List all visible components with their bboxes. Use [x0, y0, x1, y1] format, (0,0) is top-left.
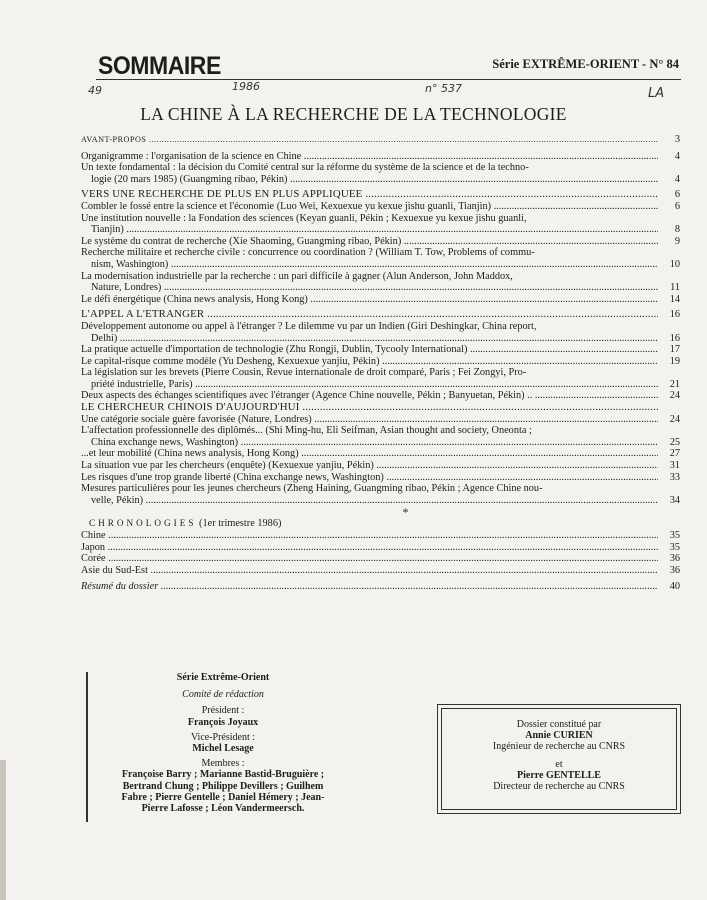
toc-entry[interactable]	[81, 472, 680, 484]
toc-section-title: LE CHERCHEUR CHINOIS D'AUJOURD'HUI .....	[81, 402, 658, 414]
separator-asterisk: *	[402, 505, 409, 520]
chronology-item[interactable]	[81, 553, 680, 565]
board-members-line: Françoise Barry ; Marianne Bastid-Bruguière ;	[121, 769, 325, 781]
header-title: SOMMAIRE	[98, 52, 221, 80]
toc-entry-line1: Un texte fondamental : la décision du Comité central sur la réforme du système de la science et de la techno-	[81, 162, 529, 174]
toc-entry-page: 25	[669, 436, 680, 448]
toc-entry[interactable]	[81, 414, 680, 426]
toc-entry-text: Une catégorie sociale guère favorisée (Nature, Londres) .....	[81, 414, 658, 426]
toc-entry-text: Nature, Londres) .....	[91, 282, 658, 294]
board-vice-label: Vice-Président :	[190, 731, 256, 743]
chronology-item[interactable]	[81, 542, 680, 554]
dossier-role-2: Directeur de recherche au CNRS	[493, 781, 625, 793]
handwritten-note-3: n° 537	[425, 82, 462, 95]
toc-entry[interactable]	[81, 333, 680, 345]
toc-entry[interactable]	[81, 460, 680, 472]
chronologies-subtitle: (1er trimestre 1986)	[199, 518, 282, 530]
chronologies-list	[81, 530, 680, 576]
chronology-item[interactable]	[81, 530, 680, 542]
toc-entry[interactable]	[81, 437, 680, 449]
toc-section-title: VERS UNE RECHERCHE DE PLUS EN PLUS APPLIQUÉE .....	[81, 189, 658, 201]
dossier-credits-box	[437, 704, 681, 814]
toc-entry-line1: Développement autonome ou appel à l'étranger ? Le dilemme vu par un Indien (Giri Deshingkar, China report,	[81, 320, 537, 332]
toc-entry[interactable]	[81, 201, 680, 213]
toc-entry[interactable]	[81, 236, 680, 248]
board-committee: Comité de rédaction	[182, 689, 264, 701]
toc-entry-page: 4	[674, 150, 680, 162]
toc-entry-text: Tianjin) .....	[91, 224, 658, 236]
board-president: François Joyaux	[187, 716, 259, 728]
toc-entry-text: velle, Pékin) .....	[91, 495, 658, 507]
toc-section-3[interactable]	[81, 402, 680, 414]
toc-entry-page: 19	[669, 355, 680, 367]
toc-section-title: L'APPEL A L'ÉTRANGER .....	[81, 309, 658, 321]
toc-entry[interactable]	[81, 224, 680, 236]
toc-entry[interactable]	[81, 356, 680, 368]
toc-entry-text: Delhi) .....	[91, 333, 658, 345]
toc-entry-page: 14	[669, 293, 680, 305]
toc-entry-avant-propos[interactable]	[81, 134, 680, 146]
toc-entry-text: priété industrielle, Paris) .....	[91, 379, 658, 391]
toc-entry-text: Le défi énergétique (China news analysis, Hong Kong) .....	[81, 294, 658, 306]
toc-entry-text: Deux aspects des échanges scientifiques avec l'étranger (Agence Chine nouvelle, Pékin ; Banyuetan, Pékin) .. .....	[81, 390, 658, 402]
dossier-and: et	[555, 758, 563, 770]
chronologies-heading	[89, 518, 680, 530]
toc-entry-page: 6	[674, 189, 680, 201]
toc-entry-page: 3	[674, 134, 680, 145]
toc-entry[interactable]	[81, 151, 680, 163]
toc-entry-page: 16	[669, 309, 680, 321]
toc-entry-page: 31	[669, 460, 680, 472]
header-series: Série EXTRÊME-ORIENT - N° 84	[492, 57, 679, 71]
table-of-contents	[81, 134, 680, 593]
board-members-line: Pierre Lafosse ; Léon Vandermeersch.	[141, 803, 305, 815]
toc-entry-page: 35	[669, 541, 680, 553]
toc-entry-line1: L'affectation professionnelle des diplômés... (Shi Ming-hu, Eli Seifman, Asian thought and society, Oneonta ;	[81, 425, 532, 437]
page-title: LA CHINE À LA RECHERCHE DE LA TECHNOLOGIE	[140, 104, 567, 124]
toc-entry[interactable]	[81, 390, 680, 402]
board-vice-president: Michel Lesage	[192, 743, 254, 755]
toc-entry[interactable]	[81, 448, 680, 460]
toc-entry-page: 21	[669, 378, 680, 390]
toc-entry[interactable]	[81, 379, 680, 391]
toc-entry-text: Corée .....	[81, 553, 658, 565]
toc-entry-text: AVANT-PROPOS .....	[81, 134, 658, 146]
toc-entry[interactable]	[81, 495, 680, 507]
board-series: Série Extrême-Orient	[176, 672, 270, 683]
toc-entry-page: 36	[669, 564, 680, 576]
toc-entry-page: 24	[669, 390, 680, 402]
toc-entry[interactable]	[81, 174, 680, 186]
board-members-label: Membres :	[201, 758, 245, 770]
toc-entry-line1: La législation sur les brevets (Pierre Cousin, Revue internationale de droit comparé, Paris ; Fei Zongyi, Pro-	[81, 367, 527, 379]
toc-entry-page: 8	[674, 224, 680, 236]
toc-entry-text: Combler le fossé entre la science et l'économie (Luo Wei, Kexuexue yu kexue jishu guanli, Tianjin) .....	[81, 201, 658, 213]
dossier-author-2: Pierre GENTELLE	[517, 769, 601, 781]
chronology-item[interactable]	[81, 565, 680, 577]
toc-entry-page: 36	[669, 553, 680, 565]
toc-entry-line1: Une institution nouvelle : la Fondation des sciences (Keyan guanli, Pékin ; Kexuexue yu kexue jishu guanli,	[81, 212, 527, 224]
toc-entry-text: Le capital-risque comme modèle (Yu Desheng, Kexuexue yanjiu, Pékin) .....	[81, 356, 658, 368]
dossier-author-1: Annie CURIEN	[525, 730, 593, 742]
dossier-role-1: Ingénieur de recherche au CNRS	[492, 741, 626, 753]
toc-entry-page: 24	[669, 413, 680, 425]
toc-entry-text: La pratique actuelle d'importation de technologie (Zhu Rongji, Dublin, Tycooly International) .....	[81, 344, 658, 356]
board-members-line: Fabre ; Pierre Gentelle ; Daniel Hémery ; Jean-	[121, 791, 325, 803]
toc-entry-page: 9	[674, 235, 680, 247]
toc-section-1[interactable]	[81, 189, 680, 201]
board-members-line: Bertrand Chung ; Philippe Devillers ; Guilhem	[122, 780, 324, 792]
toc-entry-line1: Recherche militaire et recherche civile : concurrence ou coordination ? (William T. Tow, Problems of commu-	[81, 247, 535, 259]
toc-section-2[interactable]	[81, 309, 680, 321]
toc-entry-page: 10	[669, 258, 680, 270]
toc-entry-text: ...et leur mobilité (China news analysis, Hong Kong) .....	[81, 448, 658, 460]
toc-entry-page: 27	[669, 448, 680, 460]
toc-entry-resume[interactable]	[81, 581, 680, 593]
toc-entry-text: La situation vue par les chercheurs (enquête) (Kexuexue yanjiu, Pékin) .....	[81, 460, 658, 472]
toc-entry-text: Organigramme : l'organisation de la science en Chine .....	[81, 151, 658, 163]
handwritten-note-2: 1986	[232, 80, 260, 93]
header-divider	[96, 79, 681, 80]
toc-entry-line1: Mesures particulières pour les jeunes chercheurs (Zheng Haining, Guangming ribao, Pékin ; Agence Chine nou-	[81, 483, 543, 495]
dossier-label: Dossier constitué par	[516, 719, 602, 730]
editorial-board	[86, 672, 358, 822]
toc-entry-text: Japon .....	[81, 542, 658, 554]
toc-entry-page: 16	[669, 332, 680, 344]
chronologies-title: CHRONOLOGIES	[89, 518, 197, 529]
toc-entry-page: 4	[674, 173, 680, 185]
handwritten-note-1: 49	[88, 84, 102, 97]
toc-entry-page: 34	[669, 494, 680, 506]
toc-entry[interactable]	[81, 282, 680, 294]
page-edge-shadow	[0, 760, 6, 900]
toc-entry-page: 6	[674, 200, 680, 212]
toc-entry-text: Les risques d'une trop grande liberté (China exchange news, Washington) .....	[81, 472, 658, 484]
toc-entry-text: logie (20 mars 1985) (Guangming ribao, Pékin) .....	[91, 174, 658, 186]
toc-entry[interactable]	[81, 294, 680, 306]
toc-entry-page: 40	[669, 581, 680, 593]
toc-entry-page: 33	[669, 471, 680, 483]
handwritten-note-4: LA	[648, 86, 665, 101]
toc-entry[interactable]	[81, 259, 680, 271]
toc-entry-text: Le système du contrat de recherche (Xie Shaoming, Guangming ribao, Pékin) .....	[81, 236, 658, 248]
toc-entry-line1: La modernisation industrielle par la recherche : un pari difficile à gagner (Alun Anderson, John Maddox,	[81, 270, 513, 282]
toc-entry-text: Asie du Sud-Est .....	[81, 565, 658, 577]
board-president-label: Président :	[201, 705, 245, 717]
toc-entry-page: 17	[669, 344, 680, 356]
toc-entry-page: 11	[670, 282, 680, 294]
toc-entry-text: China exchange news, Washington) .....	[91, 437, 658, 449]
toc-entry-text: Chine .....	[81, 530, 658, 542]
toc-entry-text: nism, Washington) .....	[91, 259, 658, 271]
toc-entry-text: Résumé du dossier .....	[81, 581, 658, 593]
toc-entry-page: 35	[669, 530, 680, 541]
toc-entry[interactable]	[81, 344, 680, 356]
